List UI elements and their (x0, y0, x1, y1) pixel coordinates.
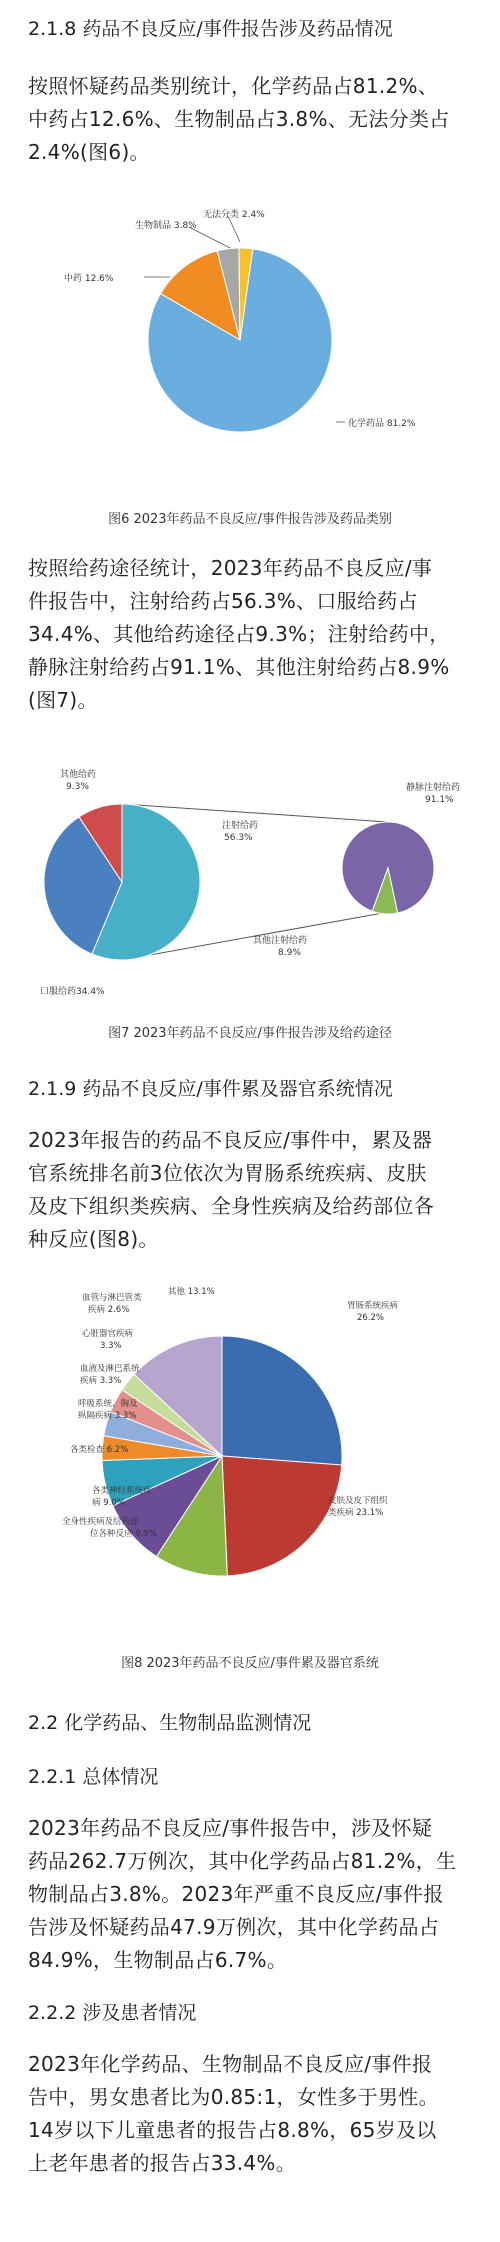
pie-label-tcm: 中药 12.6% (64, 274, 114, 284)
figure-6-slices (148, 248, 332, 432)
paragraph-2-1-8 (28, 70, 480, 169)
paragraph-line: 种反应(图8)。 (28, 1227, 159, 1251)
paragraph-line: 告涉及怀疑药品47.9万例次，其中化学药品占 (28, 1915, 440, 1939)
figure-7-slices (44, 804, 200, 960)
pie-label-oral: 口服给药34.4% (40, 987, 105, 997)
section-heading-2-1-9: 2.1.9 药品不良反应/事件累及器官系统情况 (28, 1078, 393, 1100)
paragraph-line: 84.9%，生物制品占6.7%。 (28, 1948, 288, 1972)
paragraph-line: 物制品占3.8%。2023年严重不良反应/事件报 (28, 1882, 444, 1906)
paragraph-line: 药品262.7万例次，其中化学药品占81.2%，生 (28, 1849, 457, 1873)
pie-label-other-route: 其他给药 (60, 770, 97, 780)
pie-slice-皮肤及皮下组织类疾病 (222, 1456, 342, 1576)
pie-label-iv: 静脉注射给药 (406, 783, 461, 793)
paragraph-line: (图7)。 (28, 688, 98, 712)
section-heading-2-2: 2.2 化学药品、生物制品监测情况 (28, 1712, 312, 1734)
pie-label-unclassified: 无法分类 2.4% (203, 210, 265, 220)
paragraph-line: 2023年化学药品、生物制品不良反应/事件报 (28, 2052, 433, 2076)
pie-label-heart: 心脏器官疾病 (82, 1329, 134, 1339)
pie-label-respiratory: 呼吸系统、胸及 (78, 1399, 138, 1409)
pie-value-neuro: 病 9.0% (92, 1498, 125, 1508)
paragraph-line: 2023年药品不良反应/事件报告中，涉及怀疑 (28, 1816, 433, 1840)
section-heading-2-2-1: 2.2.1 总体情况 (28, 1766, 159, 1788)
pie-value-injection: 56.3% (224, 833, 253, 843)
paragraph-line: 2.4%(图6)。 (28, 140, 150, 164)
paragraph-line: 及皮下组织类疾病、全身性疾病及给药部位各 (28, 1194, 434, 1218)
figure-8-pie-chart (0, 1280, 500, 1640)
paragraph-line: 2023年报告的药品不良反应/事件中，累及器 (28, 1128, 433, 1152)
paragraph-line: 上老年患者的报告占33.4%。 (28, 2151, 297, 2175)
pie-label-other-systems: 其他 13.1% (168, 1287, 215, 1297)
pie-label-other-injection: 其他注射给药 (253, 936, 308, 946)
pie-value-blood: 疾病 3.3% (80, 1376, 122, 1386)
paragraph-line: 34.4%、其他给药途径占9.3%；注射给药中， (28, 622, 450, 646)
paragraph-line: 静脉注射给药占91.1%、其他注射给药占8.9% (28, 655, 450, 679)
paragraph-administration-route (28, 552, 480, 717)
pie-label-biologics: 生物制品 3.8% (135, 221, 197, 231)
pie-label-chemical-drugs: 化学药品 81.2% (348, 419, 416, 429)
pie-label-exam: 各类检查 6.2% (70, 1445, 129, 1455)
section-heading-2-2-2: 2.2.2 涉及患者情况 (28, 2002, 197, 2024)
paragraph-line: 按照怀疑药品类别统计，化学药品占81.2%、 (28, 74, 439, 98)
paragraph-line: 官系统排名前3位依次为胃肠系统疾病、皮肤 (28, 1161, 427, 1185)
pie-value-gi: 26.2% (357, 1313, 385, 1323)
figure-7-caption: 图7 2023年药品不良反应/事件报告涉及给药途径 (108, 1026, 392, 1041)
pie-label-vascular: 血管与淋巴管类 (82, 1293, 142, 1303)
figure-7-breakout-slices (342, 822, 434, 914)
paragraph-line: 告中，男女患者比为0.85:1，女性多于男性。 (28, 2085, 439, 2109)
pie-value-skin: 类疾病 23.1% (328, 1508, 384, 1518)
pie-label-injection: 注射给药 (222, 821, 259, 831)
pie-value-heart: 3.3% (100, 1341, 122, 1351)
paragraph-2-2-1 (28, 1812, 480, 1977)
pie-label-general: 全身性疾病及给药部 (62, 1517, 139, 1527)
paragraph-line: 14岁以下儿童患者的报告占8.8%，65岁及以 (28, 2118, 437, 2142)
pie-value-vascular: 疾病 2.6% (88, 1305, 130, 1315)
pie-label-skin: 皮肤及皮下组织 (328, 1496, 388, 1506)
pie-value-other-route: 9.3% (66, 782, 89, 792)
pie-label-gi: 胃肠系统疾病 (347, 1301, 399, 1311)
pie-label-neuro: 各类神经系统疾 (92, 1486, 152, 1496)
section-heading-2-1-8: 2.1.8 药品不良反应/事件报告涉及药品情况 (28, 18, 393, 40)
pie-label-blood: 血液及淋巴系统 (80, 1364, 140, 1374)
figure-7-pie-chart (0, 750, 500, 1000)
figure-6-caption: 图6 2023年药品不良反应/事件报告涉及药品类别 (108, 512, 392, 527)
paragraph-2-1-9 (28, 1124, 480, 1256)
figure-8-caption: 图8 2023年药品不良反应/事件累及器官系统 (121, 1656, 379, 1671)
pie-value-respiratory: 纵隔疾病 3.3% (78, 1411, 137, 1421)
pie-slice-胃肠系统疾病 (222, 1336, 342, 1465)
pie-value-other-injection: 8.9% (278, 948, 301, 958)
pie-value-general: 位各种反应 9.9% (90, 1529, 157, 1539)
paragraph-line: 件报告中，注射给药占56.3%、口服给药占 (28, 589, 418, 613)
figure-6-pie-chart (0, 190, 500, 490)
paragraph-line: 中药占12.6%、生物制品占3.8%、无法分类占 (28, 107, 450, 131)
paragraph-line: 按照给药途径统计，2023年药品不良反应/事 (28, 556, 433, 580)
paragraph-2-2-2 (28, 2048, 480, 2180)
pie-value-iv: 91.1% (425, 795, 454, 805)
